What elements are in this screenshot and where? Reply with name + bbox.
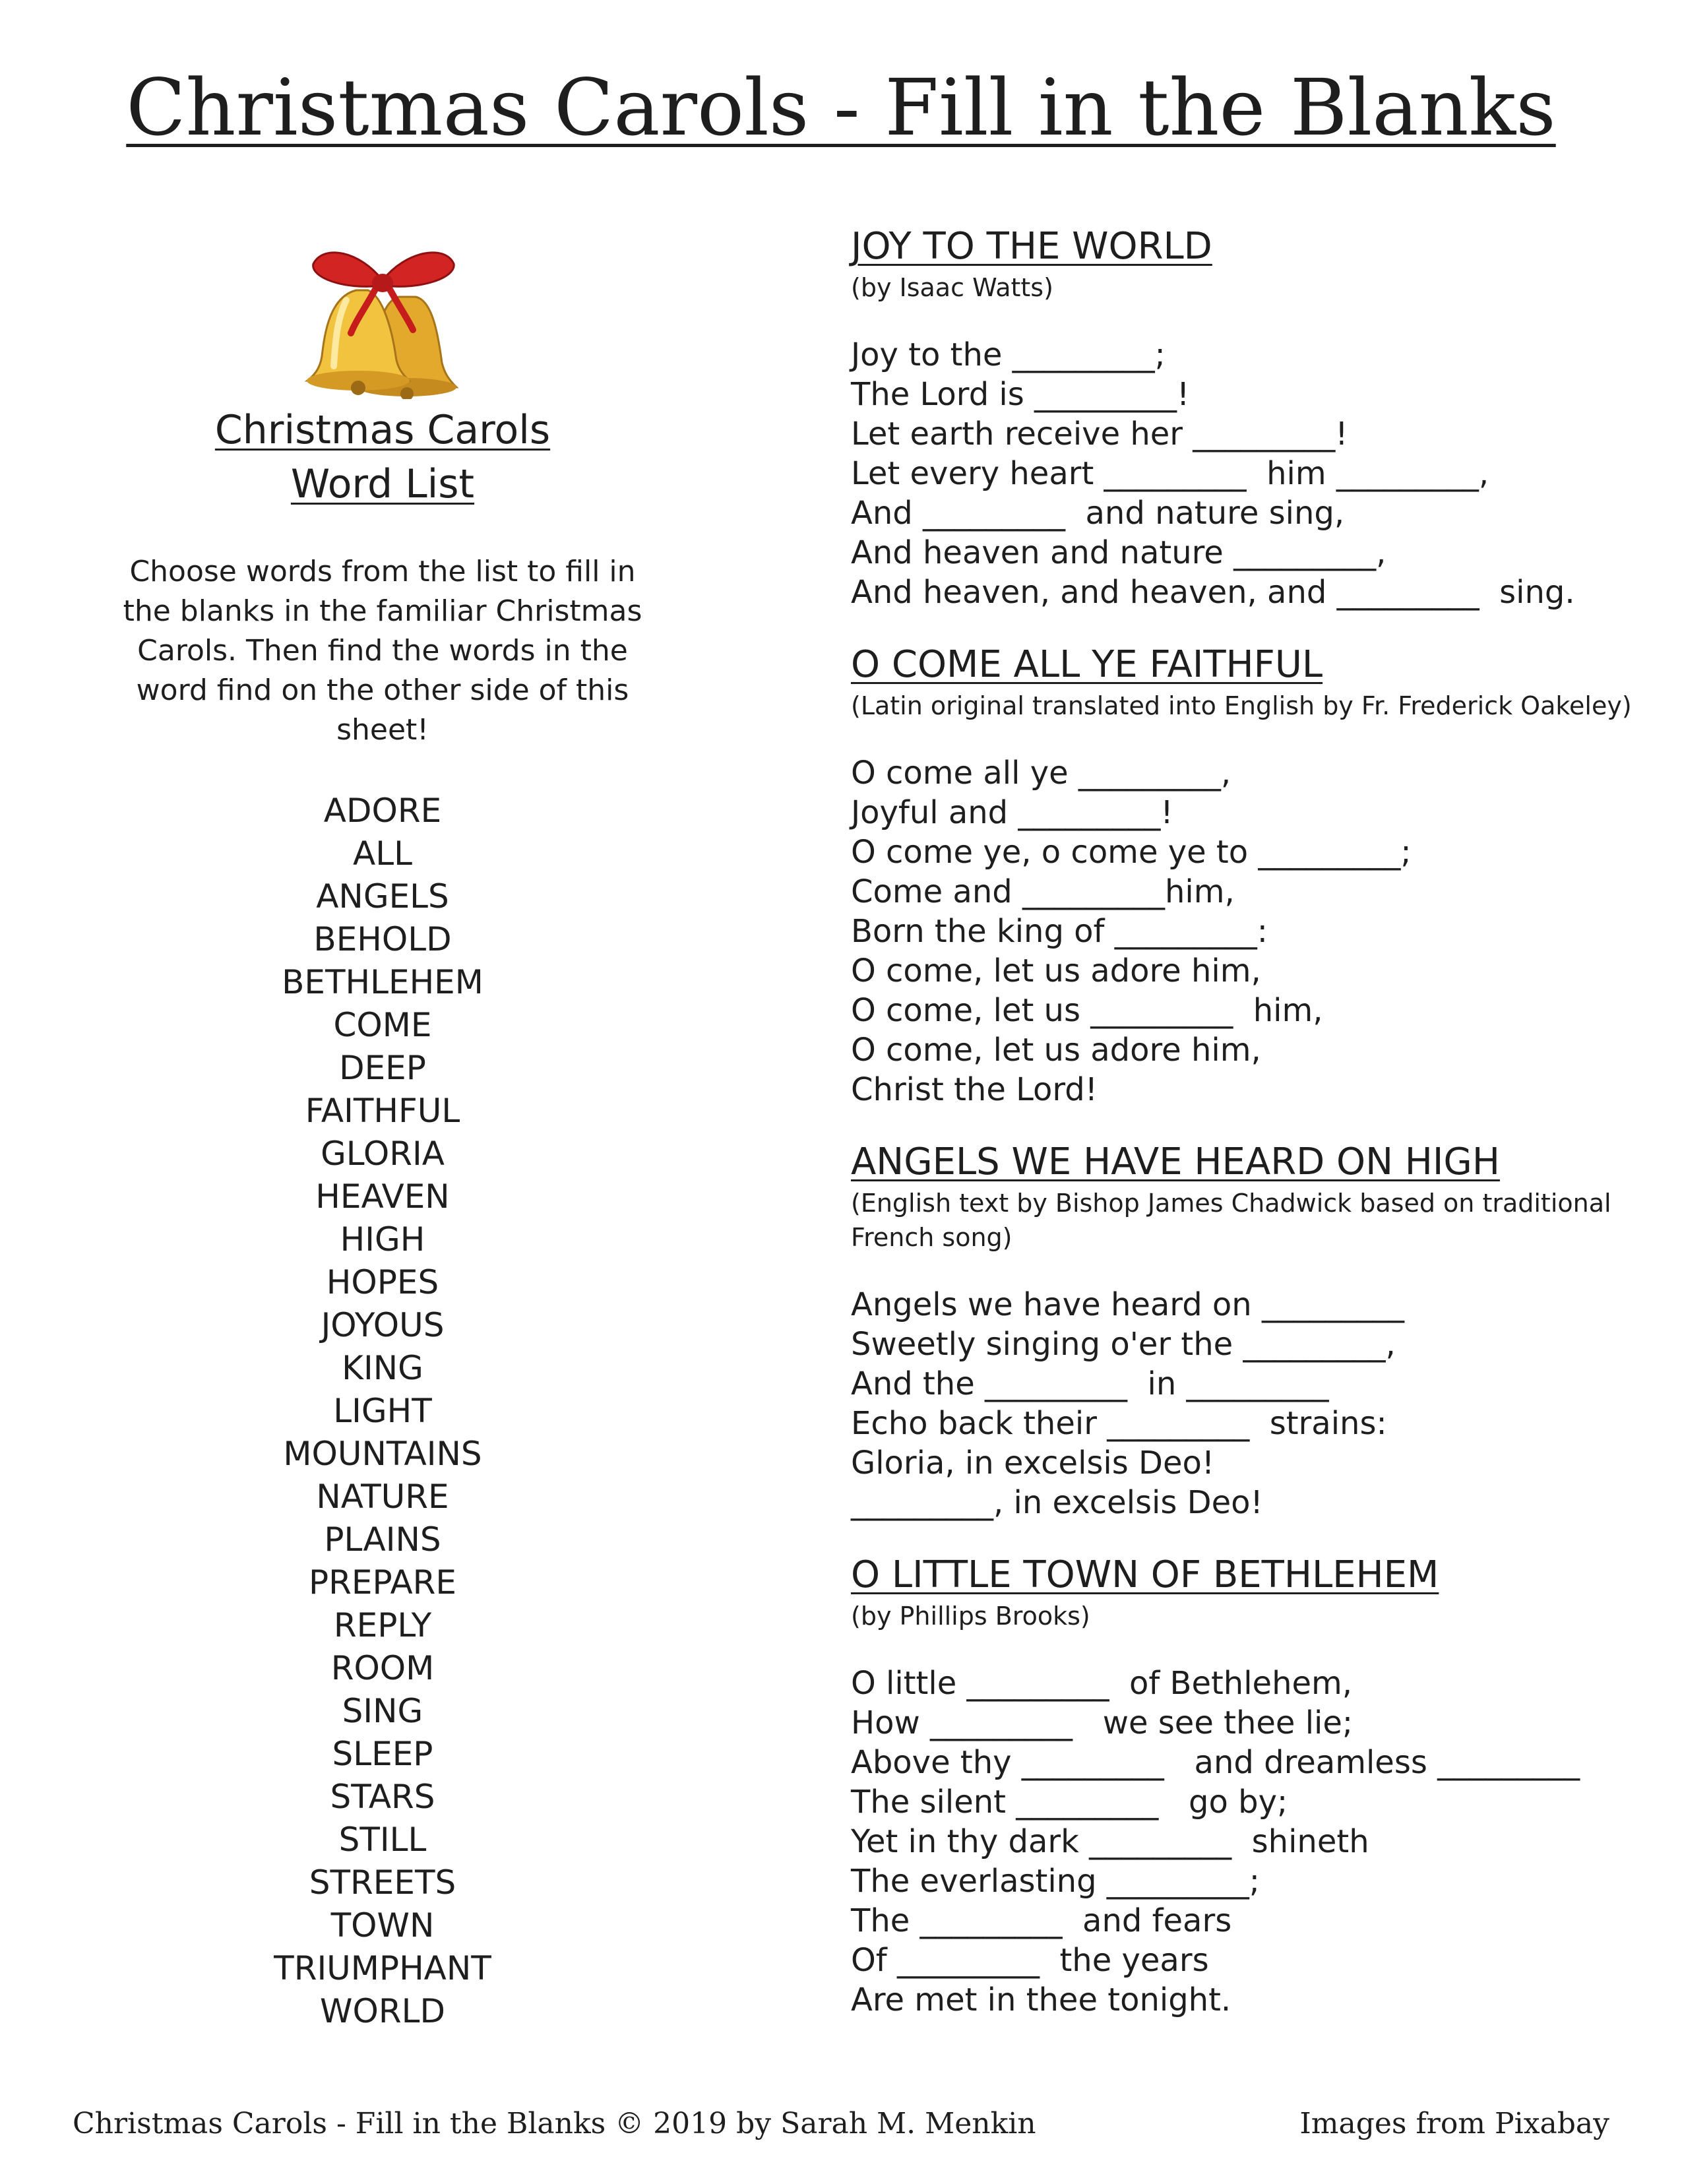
lyric-line: The silent _________ go by; xyxy=(851,1784,1288,1821)
lyric-line: Let every heart _________ him _________, xyxy=(851,455,1489,492)
song-title xyxy=(851,223,1642,270)
word-list-item: BETHLEHEM xyxy=(282,963,483,1001)
lyric-line: O come all ye _________, xyxy=(851,755,1231,792)
song-credit: (English text by Bishop James Chadwick based on traditional French song) xyxy=(851,1189,1611,1252)
lyric-line: Born the king of _________: xyxy=(851,913,1268,950)
lyric-line: And _________ and nature sing, xyxy=(851,495,1345,532)
lyric-line: Joy to the _________; xyxy=(851,336,1166,373)
lyric-line: And the _________ in _________ xyxy=(851,1365,1329,1402)
lyric-line: _________, in excelsis Deo! xyxy=(851,1484,1263,1521)
lyric-line: Above thy _________ and dreamless _________ xyxy=(851,1744,1580,1781)
word-list-item: FAITHFUL xyxy=(305,1092,460,1130)
word-list-item: LIGHT xyxy=(333,1392,432,1430)
song-title-text: ANGELS WE HAVE HEARD ON HIGH xyxy=(851,1140,1500,1183)
lyric-line: Let earth receive her _________! xyxy=(851,416,1348,452)
songs-column xyxy=(851,223,1642,2049)
footer-image-credit: Images from Pixabay xyxy=(1299,2107,1609,2140)
word-list-item: COME xyxy=(333,1006,432,1044)
lyric-line: Christ the Lord! xyxy=(851,1071,1098,1108)
word-list-item: HEAVEN xyxy=(315,1177,450,1216)
word-list-item: SING xyxy=(342,1692,423,1730)
lyric-line: Yet in thy dark _________ shineth xyxy=(851,1823,1369,1860)
song-title xyxy=(851,1139,1642,1186)
word-list-item: ANGELS xyxy=(316,877,449,916)
word-list-item: BEHOLD xyxy=(313,920,452,958)
word-list-item: PREPARE xyxy=(309,1563,456,1602)
song-section xyxy=(851,1139,1642,1522)
word-list-item: PLAINS xyxy=(324,1520,441,1559)
word-list-item: MOUNTAINS xyxy=(283,1435,482,1473)
lyric-lines xyxy=(851,335,1642,612)
lyric-line: O little _________ of Bethlehem, xyxy=(851,1665,1353,1702)
word-list-item: GLORIA xyxy=(321,1135,445,1173)
word-list-heading: Christmas Carols Word List xyxy=(214,407,551,507)
lyric-line: Echo back their _________ strains: xyxy=(851,1405,1387,1442)
lyric-line: O come ye, o come ye to _________; xyxy=(851,834,1412,871)
lyric-line: And heaven and nature _________, xyxy=(851,534,1386,571)
word-list-item: STREETS xyxy=(309,1863,456,1902)
word-list-item: HIGH xyxy=(340,1220,425,1259)
word-list-item: ADORE xyxy=(323,792,442,830)
lyric-lines xyxy=(851,753,1642,1109)
word-list-item: ALL xyxy=(353,834,412,873)
lyric-lines xyxy=(851,1664,1642,2020)
lyric-line: Gloria, in excelsis Deo! xyxy=(851,1445,1215,1482)
lyric-line: Angels we have heard on _________ xyxy=(851,1286,1404,1323)
footer xyxy=(73,2098,1609,2150)
song-credit: (Latin original translated into English by Fr. Frederick Oakeley) xyxy=(851,691,1632,720)
word-list-item: ROOM xyxy=(330,1649,435,1687)
word-list xyxy=(106,790,660,2033)
song-title xyxy=(851,641,1642,689)
lyric-line: The everlasting _________; xyxy=(851,1863,1260,1900)
song-credit: (by Phillips Brooks) xyxy=(851,1602,1090,1631)
word-list-item: WORLD xyxy=(320,1992,445,2030)
word-list-item: NATURE xyxy=(316,1478,449,1516)
word-list-item: TOWN xyxy=(330,1906,435,1945)
lyric-line: Joyful and _________! xyxy=(851,794,1173,831)
word-list-item: KING xyxy=(342,1349,423,1387)
lyric-line: The Lord is _________! xyxy=(851,376,1190,413)
lyric-line: The _________ and fears xyxy=(851,1902,1232,1939)
word-list-panel xyxy=(106,234,660,2033)
song-credit: (by Isaac Watts) xyxy=(851,273,1053,302)
song-section xyxy=(851,641,1642,1109)
footer-copyright: Christmas Carols - Fill in the Blanks © 2019 by Sarah M. Menkin xyxy=(73,2107,1036,2140)
word-list-item: TRIUMPHANT xyxy=(274,1949,491,1987)
word-list-item: REPLY xyxy=(333,1606,432,1644)
word-list-item: STILL xyxy=(338,1821,427,1859)
page-title: Christmas Carols - Fill in the Blanks xyxy=(126,62,1556,153)
lyric-lines xyxy=(851,1285,1642,1522)
song-title-text: JOY TO THE WORLD xyxy=(851,225,1212,268)
lyric-line: O come, let us adore him, xyxy=(851,1032,1261,1069)
lyric-line: And heaven, and heaven, and _________ sing. xyxy=(851,574,1575,611)
christmas-bells-image xyxy=(284,234,482,399)
lyric-line: Come and _________him, xyxy=(851,873,1235,910)
word-list-item: SLEEP xyxy=(332,1735,433,1773)
word-list-item: JOYOUS xyxy=(321,1306,445,1344)
lyric-line: Of _________ the years xyxy=(851,1942,1209,1979)
song-title-text: O LITTLE TOWN OF BETHLEHEM xyxy=(851,1553,1439,1596)
song-title-text: O COME ALL YE FAITHFUL xyxy=(851,643,1323,686)
song-section xyxy=(851,1551,1642,2020)
word-list-item: STARS xyxy=(330,1778,435,1816)
song-title xyxy=(851,1551,1642,1599)
song-section xyxy=(851,223,1642,612)
lyric-line: Are met in thee tonight. xyxy=(851,1981,1231,2018)
lyric-line: O come, let us _________ him, xyxy=(851,992,1323,1029)
lyric-line: How _________ we see thee lie; xyxy=(851,1704,1354,1741)
lyric-line: Sweetly singing o'er the _________, xyxy=(851,1326,1396,1363)
word-list-item: DEEP xyxy=(339,1049,426,1087)
lyric-line: O come, let us adore him, xyxy=(851,952,1261,989)
word-list-item: HOPES xyxy=(326,1263,439,1301)
instructions-text: Choose words from the list to fill in the blanks in the familiar Christmas Carols. Then find the words in the word find on the other side of this sheet! xyxy=(123,555,642,747)
